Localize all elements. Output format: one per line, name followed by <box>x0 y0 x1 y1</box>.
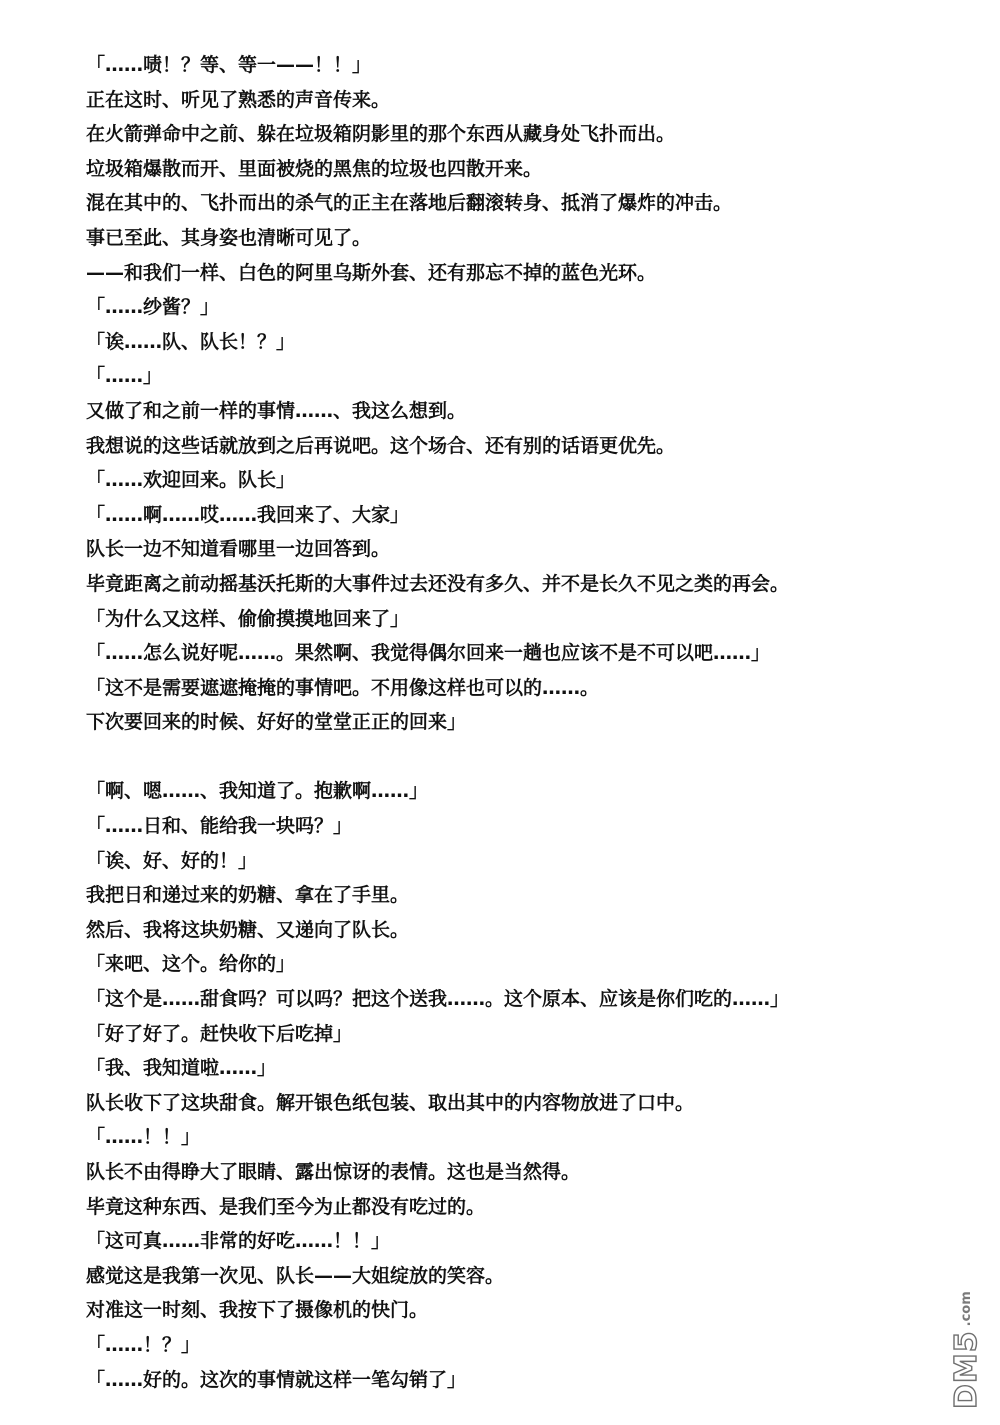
text-line: 「……啧！？等、等一——！！」 <box>86 54 372 76</box>
text-line: 「啊、嗯……、我知道了。抱歉啊……」 <box>86 780 429 803</box>
text-line: 混在其中的、飞扑而出的杀气的正主在落地后翻滚转身、抵消了爆炸的冲击。 <box>86 192 733 215</box>
text-line: 「……好的。这次的事情就这样一笔勾销了」 <box>86 1368 467 1391</box>
watermark-brand: DM5 <box>948 1330 984 1409</box>
text-line: 毕竟这种东西、是我们至今为止都没有吃过的。 <box>86 1195 486 1218</box>
text-line: 我把日和递过来的奶糖、拿在了手里。 <box>86 884 410 907</box>
novel-text <box>86 48 946 1397</box>
text-line: 「……」 <box>86 365 163 388</box>
text-line: 事已至此、其身姿也清晰可见了。 <box>86 226 372 249</box>
blank-line <box>86 740 946 775</box>
text-line: 对准这一时刻、我按下了摄像机的快门。 <box>86 1299 429 1322</box>
text-line: 「……欢迎回来。队长」 <box>86 469 296 492</box>
text-line: 「……纱酱？」 <box>86 296 220 319</box>
text-line: 「这个是……甜食吗？可以吗？把这个送我……。这个原本、应该是你们吃的……」 <box>86 988 790 1011</box>
text-line: 队长一边不知道看哪里一边回答到。 <box>86 538 391 561</box>
watermark-domain: .com <box>958 1291 974 1327</box>
text-line: 又做了和之前一样的事情……、我这么想到。 <box>86 399 467 422</box>
text-line: 「……！？」 <box>86 1333 201 1356</box>
text-line: 「我、我知道啦……」 <box>86 1057 277 1080</box>
text-line: 「诶……队、队长！？」 <box>86 330 296 353</box>
text-line: 下次要回来的时候、好好的堂堂正正的回来」 <box>86 711 467 734</box>
text-line: 「……啊……哎……我回来了、大家」 <box>86 503 410 526</box>
text-line: 垃圾箱爆散而开、里面被烧的黑焦的垃圾也四散开来。 <box>86 157 543 180</box>
text-line: 「来吧、这个。给你的」 <box>86 953 296 976</box>
text-line: 队长不由得睁大了眼睛、露出惊讶的表情。这也是当然得。 <box>86 1161 581 1183</box>
text-line: ——和我们一样、白色的阿里乌斯外套、还有那忘不掉的蓝色光环。 <box>86 261 657 284</box>
text-line: 「这可真……非常的好吃……！！」 <box>86 1230 391 1253</box>
text-line: 正在这时、听见了熟悉的声音传来。 <box>86 88 391 111</box>
site-watermark <box>946 1269 986 1409</box>
text-line: 「为什么又这样、偷偷摸摸地回来了」 <box>86 607 410 630</box>
text-line: 然后、我将这块奶糖、又递向了队长。 <box>86 918 410 941</box>
text-line: 队长收下了这块甜食。解开银色纸包装、取出其中的内容物放进了口中。 <box>86 1091 695 1114</box>
watermark-logo <box>946 1269 986 1409</box>
text-line: 在火箭弹命中之前、躲在垃圾箱阴影里的那个东西从藏身处飞扑而出。 <box>86 123 676 146</box>
text-line: 感觉这是我第一次见、队长——大姐绽放的笑容。 <box>86 1264 505 1287</box>
text-line: 「这不是需要遮遮掩掩的事情吧。不用像这样也可以的……。 <box>86 676 600 699</box>
text-line: 「……怎么说好呢……。果然啊、我觉得偶尔回来一趟也应该不是不可以吧……」 <box>86 642 771 665</box>
text-line: 毕竟距离之前动摇基沃托斯的大事件过去还没有多久、并不是长久不见之类的再会。 <box>86 572 790 595</box>
text-line: 「诶、好、好的！」 <box>86 849 258 872</box>
text-line: 「……！！」 <box>86 1126 201 1149</box>
text-line: 「……日和、能给我一块吗？」 <box>86 815 353 838</box>
text-line: 我想说的这些话就放到之后再说吧。这个场合、还有别的话语更优先。 <box>86 434 676 457</box>
text-line: 「好了好了。赶快收下后吃掉」 <box>86 1022 353 1045</box>
